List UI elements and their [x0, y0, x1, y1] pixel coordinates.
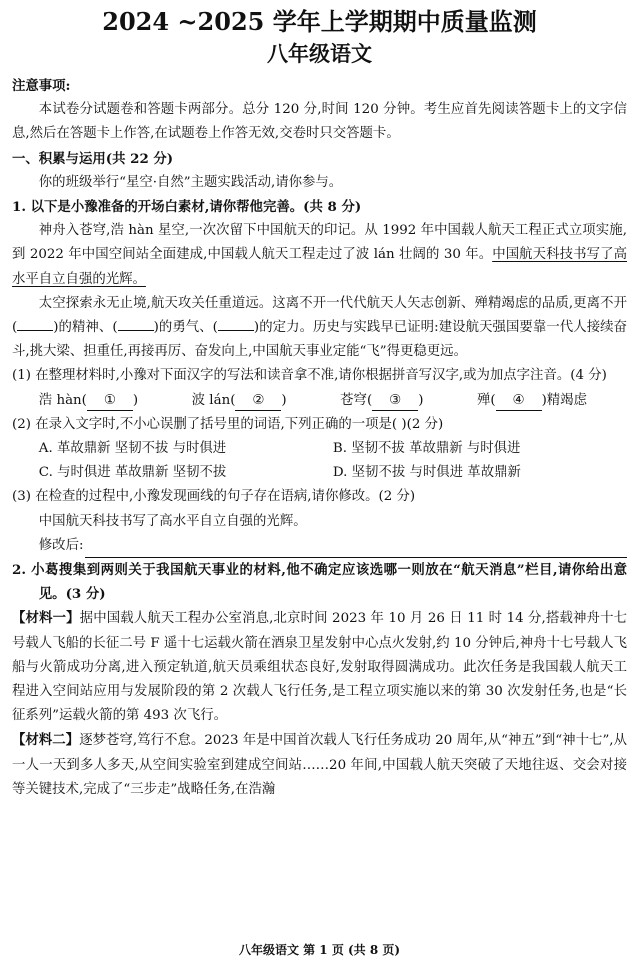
fill-item-3-suffix: ): [418, 392, 424, 408]
fill-item-4-prefix: 殚(: [476, 392, 496, 408]
material-1: [12, 606, 627, 728]
notice-heading: 注意事项:: [12, 78, 71, 94]
material-1-label: 【材料一】: [12, 610, 80, 627]
q1-paragraph-1: [12, 219, 627, 292]
exam-title: 2024 ~2025 学年上学期期中质量监测: [102, 7, 537, 36]
q1-para2-part-d: )的定力。历史与实践早已证明:建设航天强国要靠一代人接续奋斗,挑大梁、担重任,再接再厉、奋发向上,中国航天事业定能“飞”得更稳更远。: [12, 320, 628, 360]
material-2: [12, 728, 627, 802]
section-intro: 你的班级举行“星空·自然”主题实践活动,请你参与。: [38, 174, 343, 190]
paren-blank-2: [118, 330, 154, 331]
fill-blank-row: [12, 389, 627, 413]
underlined-sentence: 中国航天科技书写了高水平自立自强的光辉。: [12, 247, 627, 287]
fill-item-3-prefix: 苍穹(: [340, 392, 373, 408]
option-c: C. 与时俱进 革故鼎新 坚韧不拔: [38, 465, 227, 481]
question-2-stem: 2. 小葛搜集到两则关于我国航天事业的材料,他不确定应该选哪一则放在“航天消息”栏目,请你给出意见。(3 分): [12, 562, 627, 603]
q1-para2-part-a: 太空探索永无止境,航天攻关任重道远。这离不开一代代航天人矢志创新、殚精竭虑的品质,更离不开(: [12, 295, 627, 336]
paren-blank-1: [17, 330, 53, 331]
section-heading: 一、积累与运用(共 22 分): [12, 150, 174, 167]
material-2-text: 逐梦苍穹,笃行不怠。2023 年是中国首次载人飞行任务成功 20 周年,从“神五”到“神十七”,从一人一天到多人多天,从空间实验室到建成空间站……20 年间,中国载人航天突破了天地往返、交会对接等关键技术,完成了“三步走”战略任务,在浩瀚: [12, 733, 627, 797]
fill-blank-3: ③: [372, 392, 418, 411]
fill-item-1-suffix: ): [132, 392, 139, 408]
paren-blank-3: [218, 330, 254, 331]
q1-sub-2: (2) 在录入文字时,不小心误删了括号里的词语,下列正确的一项是( )(2 分): [12, 416, 444, 432]
q1-paragraph-1-text: 神舟入苍穹,浩 hàn 星空,一次次留下中国航天的印记。从 1992 年中国载人航天工程正式立项实施,到 2022 年中国空间站全面建成,中国载人航天工程走过了波 lán 壮阔的 30 年。: [12, 223, 627, 263]
exam-subject: 八年级语文: [267, 41, 372, 66]
q1-sub-1: (1) 在整理材料时,小豫对下面汉字的写法和读音拿不准,请你根据拼音写汉字,或为加点字注音。(4 分): [12, 368, 607, 384]
choice-options: [12, 437, 627, 485]
fill-item-3: [340, 389, 423, 413]
option-b: B. 坚韧不拔 革故鼎新 与时俱进: [332, 441, 521, 457]
answer-underline: [85, 539, 627, 558]
q1-para2-part-b: )的精神、(: [53, 320, 118, 336]
material-1-text: 据中国载人航天工程办公室消息,北京时间 2023 年 10 月 26 日 11 时 14 分,搭载神舟十七号载人飞船的长征二号 F 遥十七运载火箭在酒泉卫星发射中心点火发射,约 10 分钟后,神舟十七号载人飞船与火箭成功分离,进入预定轨道,航天员乘组状态良好,发射取得圆满成功。此次任务是我国载人航天工程进入空间站应用与发展阶段的第 2 次载人飞行任务,是工程立项实施以来的第 30 次发射任务,也是“长征系列”运载火箭的第 493 次飞行。: [12, 611, 628, 724]
fill-blank-4: ④: [496, 392, 542, 411]
fill-item-2-suffix: ): [281, 392, 287, 408]
notice-text: 本试卷分试题卷和答题卡两部分。总分 120 分,时间 120 分钟。考生应首先阅读答题卡上的文字信息,然后在答题卡上作答,在试题卷上作答无效,交卷时只交答题卡。: [12, 102, 627, 142]
revision-label: 修改后:: [38, 537, 84, 553]
fill-blank-2: ②: [235, 392, 281, 411]
fill-item-2: [192, 389, 287, 413]
revision-answer-line: [12, 534, 627, 558]
fill-item-1: [39, 389, 138, 413]
fill-item-4: [477, 389, 587, 413]
page-footer: 八年级语文 第 1 页 (共 8 页): [238, 943, 401, 957]
fill-item-4-suffix: )精竭虑: [541, 392, 587, 408]
fill-item-2-prefix: 波 lán(: [191, 392, 236, 408]
option-d: D. 坚韧不拔 与时俱进 革故鼎新: [332, 465, 521, 481]
option-a: A. 革故鼎新 坚韧不拔 与时俱进: [38, 441, 227, 457]
fill-item-1-prefix: 浩 hàn(: [38, 392, 87, 408]
material-2-label: 【材料二】: [12, 732, 80, 749]
fill-blank-1: ①: [87, 392, 133, 411]
q1-para2-part-c: )的勇气、(: [153, 320, 218, 336]
faulty-sentence: 中国航天科技书写了高水平自立自强的光辉。: [38, 513, 307, 529]
question-1-stem: 1. 以下是小豫准备的开场白素材,请你帮他完善。(共 8 分): [12, 199, 362, 216]
q1-sub-3: (3) 在检查的过程中,小豫发现画线的句子存在语病,请你修改。(2 分): [12, 489, 416, 505]
q1-paragraph-2: [12, 292, 627, 365]
